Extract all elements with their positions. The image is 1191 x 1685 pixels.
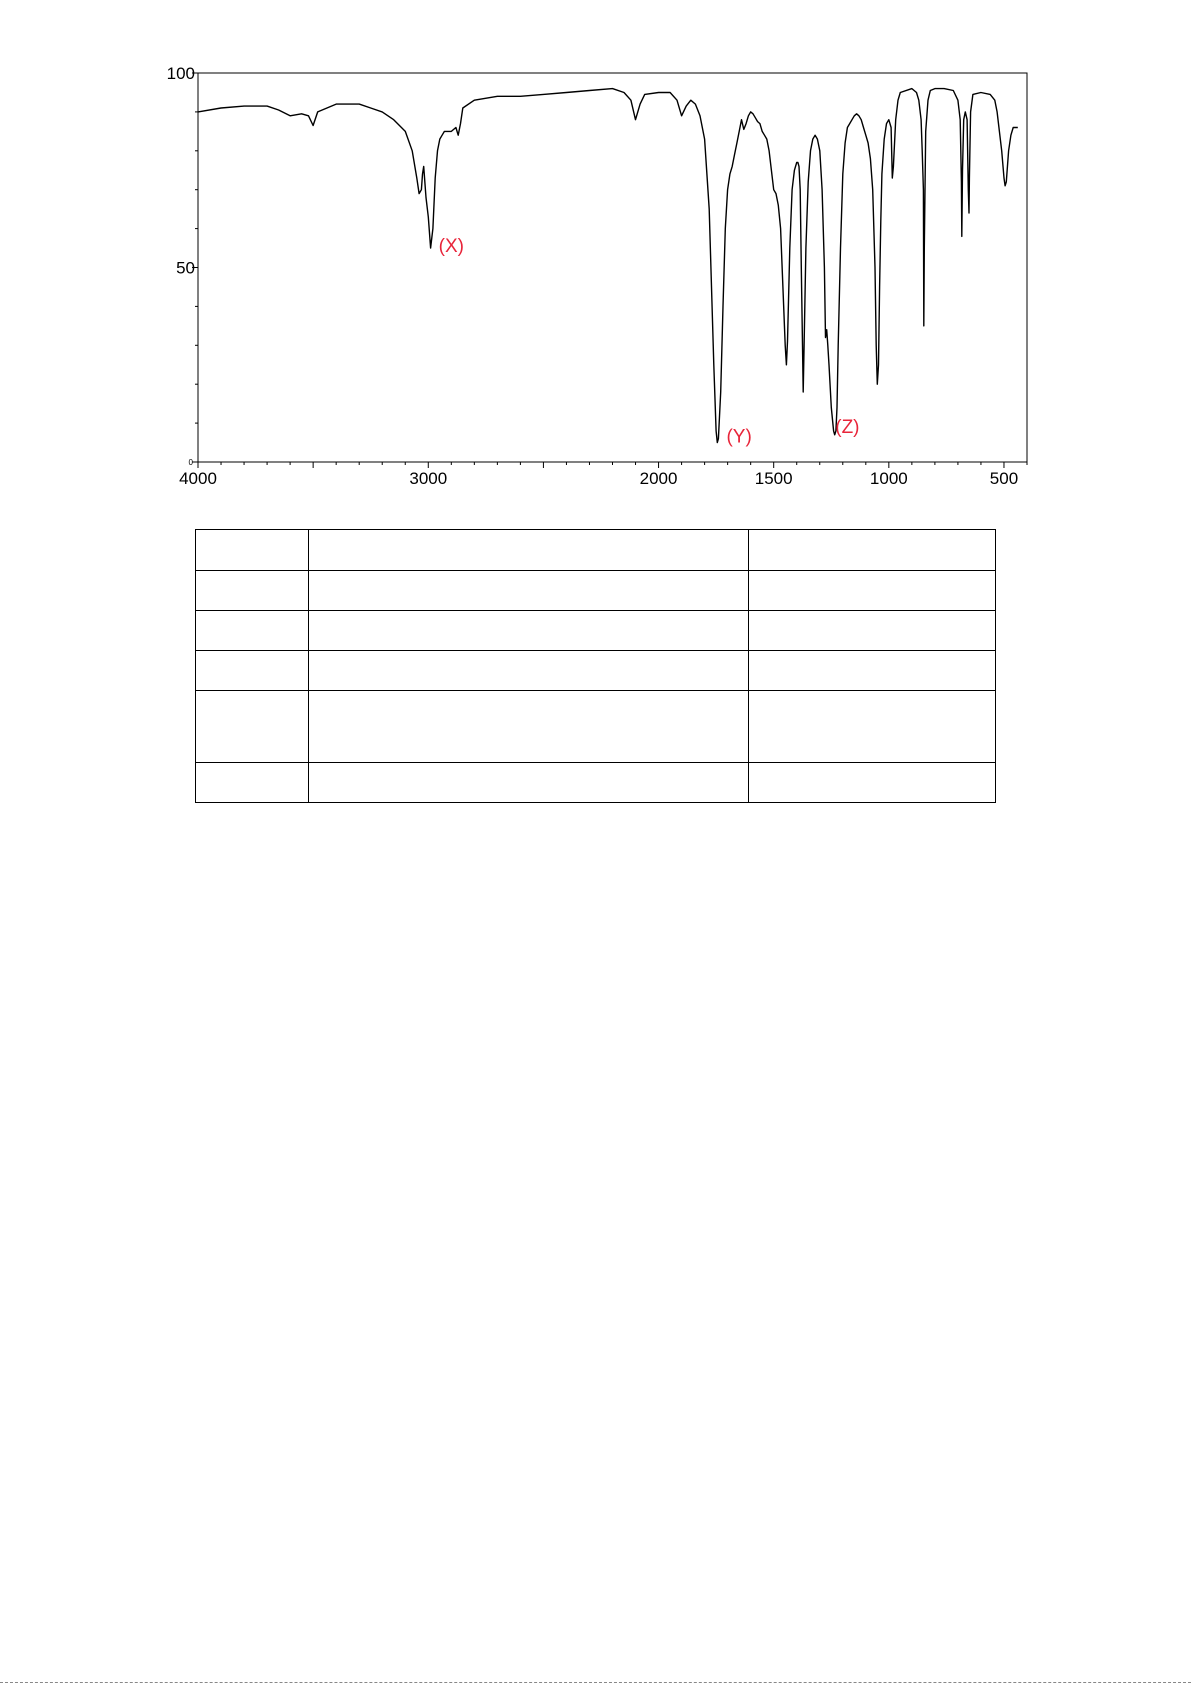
table-cell bbox=[749, 763, 996, 803]
answer-table bbox=[195, 529, 996, 803]
ir-spectrum-chart bbox=[0, 0, 1191, 490]
table-cell bbox=[749, 530, 996, 571]
table-cell bbox=[749, 571, 996, 611]
y-axis bbox=[167, 64, 198, 467]
table-cell bbox=[749, 611, 996, 651]
plot-frame bbox=[198, 73, 1027, 462]
table-cell bbox=[309, 571, 749, 611]
table-row bbox=[196, 611, 996, 651]
page-bottom-rule bbox=[0, 1682, 1191, 1683]
table-cell bbox=[309, 530, 749, 571]
spectrum-line bbox=[198, 89, 1018, 443]
table-cell bbox=[749, 691, 996, 763]
table-row bbox=[196, 530, 996, 571]
peak-label: (X) bbox=[438, 235, 464, 257]
x-tick-label: 1500 bbox=[754, 469, 793, 488]
table-cell bbox=[749, 651, 996, 691]
y-tick-label: 0 bbox=[188, 458, 193, 467]
y-tick-label: 100 bbox=[166, 64, 195, 83]
peak-annotations bbox=[439, 236, 860, 448]
x-tick-label: 2000 bbox=[639, 469, 678, 488]
y-tick-label: 50 bbox=[176, 258, 195, 278]
table-row bbox=[196, 651, 996, 691]
table-cell bbox=[196, 530, 309, 571]
x-tick-label: 4000 bbox=[179, 469, 217, 488]
table-row bbox=[196, 571, 996, 611]
table-cell bbox=[196, 611, 309, 651]
table-cell bbox=[309, 763, 749, 803]
x-axis bbox=[179, 462, 1027, 488]
table-cell bbox=[309, 611, 749, 651]
table-cell bbox=[309, 691, 749, 763]
x-tick-label: 3000 bbox=[409, 469, 448, 488]
x-tick-label: 1000 bbox=[869, 469, 908, 488]
x-tick-label: 500 bbox=[989, 469, 1019, 488]
table-row bbox=[196, 763, 996, 803]
table-cell bbox=[196, 763, 309, 803]
peak-label: (Z) bbox=[835, 416, 860, 438]
table-cell bbox=[196, 571, 309, 611]
table-row bbox=[196, 691, 996, 763]
peak-label: (Y) bbox=[726, 426, 752, 448]
table-cell bbox=[309, 651, 749, 691]
table-cell bbox=[196, 651, 309, 691]
table-cell bbox=[196, 691, 309, 763]
